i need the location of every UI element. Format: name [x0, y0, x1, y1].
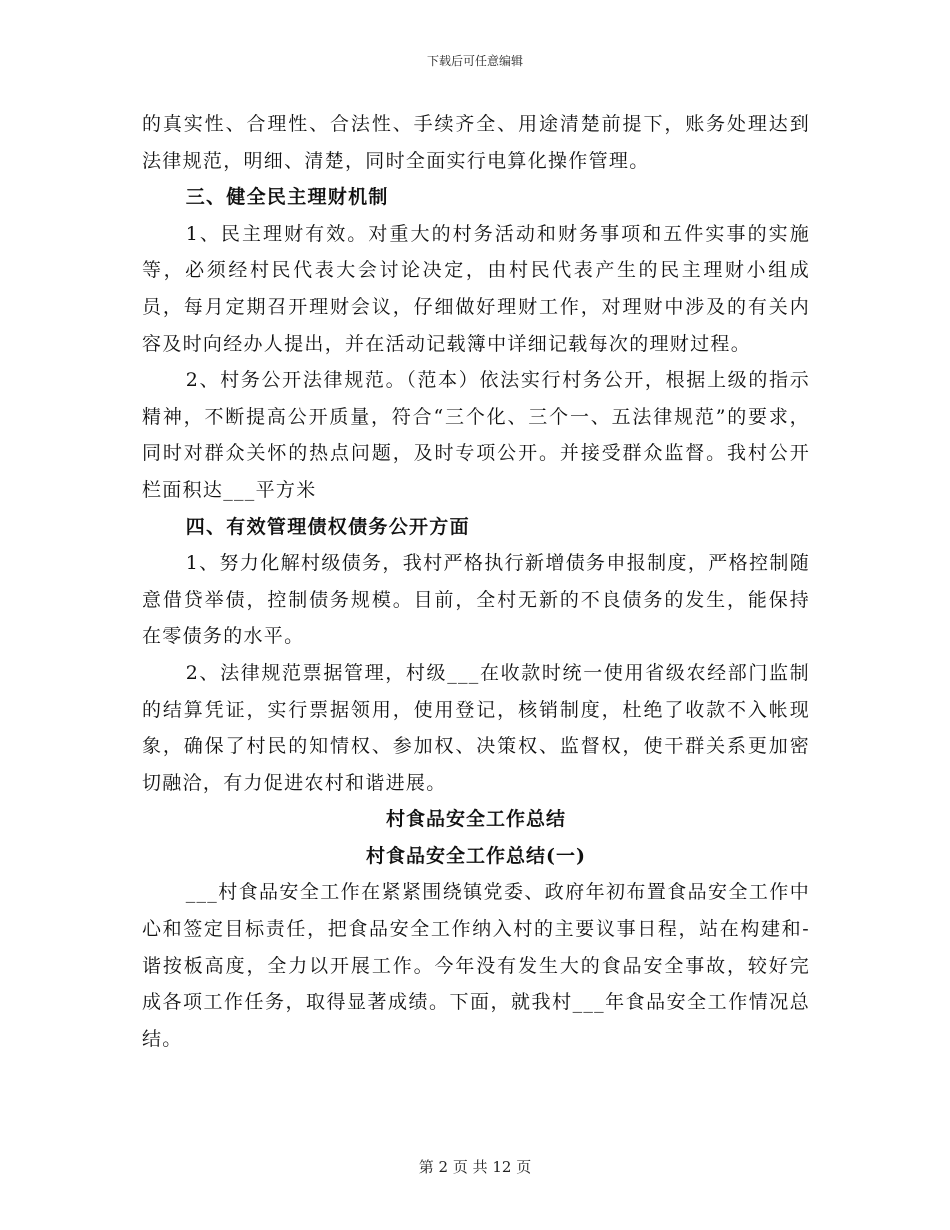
- document-body: [142, 106, 810, 1057]
- paragraph-continuation: 的真实性、合理性、合法性、手续齐全、用途清楚前提下，账务处理达到法律规范，明细、清楚，同时全面实行电算化操作管理。: [142, 113, 810, 172]
- document-title: 村食品安全工作总结: [385, 808, 566, 831]
- paragraph-receipts: 2、法律规范票据管理，村级___在收款时统一使用省级农经部门监制的结算凭证，实行票据领用，使用登记，核销制度，杜绝了收款不入帐现象，确保了村民的知情权、参加权、决策权、监督权，使干群关系更加密切融洽，有力促进农村和谐进展。: [142, 661, 810, 794]
- page-header: 下载后可任意编辑: [426, 54, 523, 68]
- paragraph-food-safety: ___村食品安全工作在紧紧围绕镇党委、政府年初布置食品安全工作中心和签定目标责任，把食品安全工作纳入村的主要议事日程，站在构建和-谐按板高度，全力以开展工作。今年没有发生大的食品安全事故，较好完成各项工作任务，取得显著成绩。下面，就我村___年食品安全工作情况总结。: [142, 881, 810, 1050]
- page-footer: 第 2 页 共 12 页: [418, 1158, 532, 1176]
- paragraph-village-affairs: 2、村务公开法律规范。（范本）依法实行村务公开，根据上级的指示精神，不断提高公开质量，符合“三个化、三个一、五法律规范”的要求，同时对群众关怀的热点问题，及时专项公开。并接受群众监督。我村公开栏面积达___平方米: [142, 369, 810, 501]
- section-heading-3: 三、健全民主理财机制: [185, 186, 389, 209]
- section-heading-4: 四、有效管理债权债务公开方面: [185, 515, 470, 538]
- paragraph-debt: 1、努力化解村级债务，我村严格执行新增债务申报制度，严格控制随意借贷举债，控制债务规模。目前，全村无新的不良债务的发生，能保持在零债务的水平。: [142, 552, 810, 648]
- paragraph-democratic-finance: 1、民主理财有效。对重大的村务活动和财务事项和五件实事的实施等，必须经村民代表大会讨论决定，由村民代表产生的民主理财小组成员，每月定期召开理财会议，仔细做好理财工作，对理财中涉及的有关内容及时向经办人提出，并在活动记载簿中详细记载每次的理财过程。: [142, 222, 810, 355]
- document-subtitle: 村食品安全工作总结(一): [366, 844, 586, 867]
